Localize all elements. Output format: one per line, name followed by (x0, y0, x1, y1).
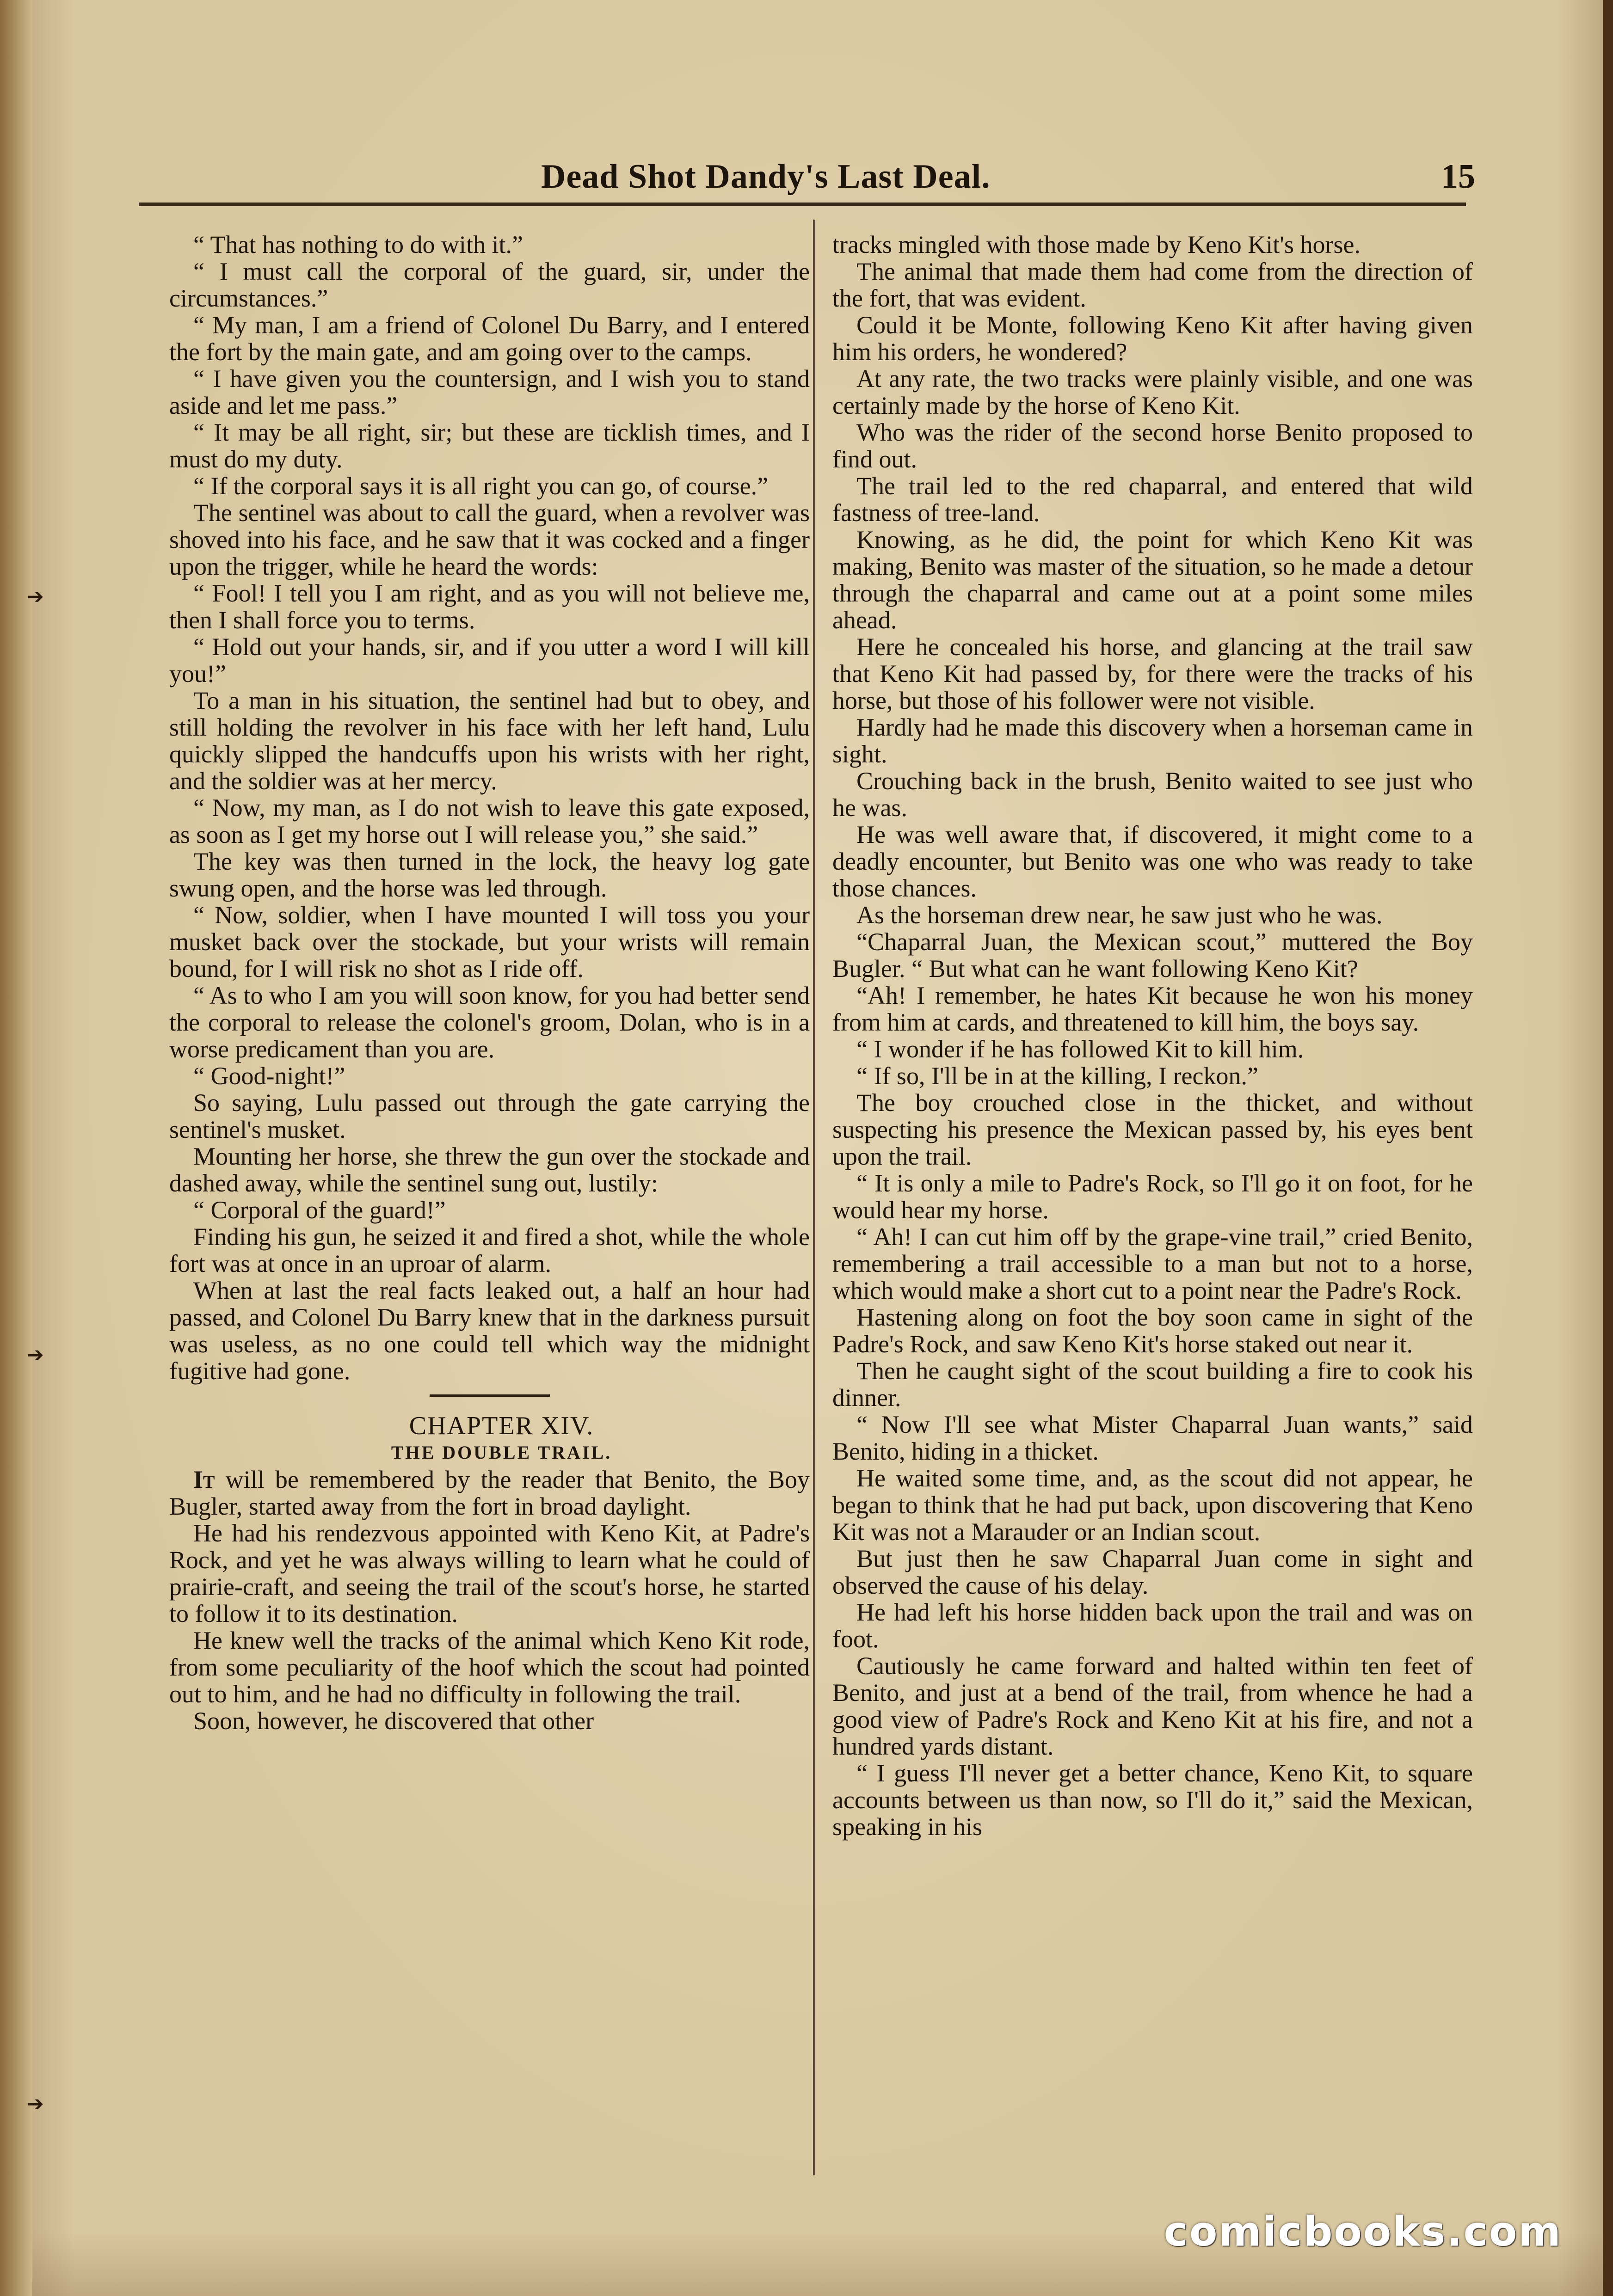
paragraph: Then he caught sight of the scout building a fire to cook his dinner. (832, 1357, 1473, 1412)
paragraph: The sentinel was about to call the guard, when a revolver was shoved into his face, and he saw that it was cocked and a finger upon the trigger, while he heard the words: (169, 499, 810, 580)
paragraph: Mounting her horse, she threw the gun over the stockade and dashed away, while the sentinel sung out, lustily: (169, 1142, 810, 1197)
paragraph: “ It is only a mile to Padre's Rock, so I'll go it on foot, for he would hear my horse. (832, 1169, 1473, 1224)
paragraph: “ Fool! I tell you I am right, and as you will not believe me, then I shall force you to terms. (169, 579, 810, 634)
paragraph: At any rate, the two tracks were plainly visible, and one was certainly made by the horse of Keno Kit. (832, 365, 1473, 419)
paragraph: The animal that made them had come from the direction of the fort, that was evident. (832, 258, 1473, 312)
paragraph: “ I guess I'll never get a better chance, Keno Kit, to square accounts between us than now, so I'll do it,” said the Mexican, speaking in his (832, 1759, 1473, 1841)
page-binding (0, 0, 32, 2296)
paragraph: Soon, however, he discovered that other (193, 1707, 594, 1735)
paragraph: “ I wonder if he has followed Kit to kill him. (856, 1035, 1304, 1063)
paragraph: Here he concealed his horse, and glancing at the trail saw that Keno Kit had passed by, for there were the tracks of his horse, but those of his follower were not visible. (832, 633, 1473, 714)
paragraph: As the horseman drew near, he saw just who he was. (856, 901, 1383, 929)
paragraph: He knew well the tracks of the animal which Keno Kit rode, from some peculiarity of the hoof which the scout had pointed out to him, and he had no difficulty in following the trail. (169, 1627, 810, 1708)
paragraph: “ That has nothing to do with it.” (193, 231, 523, 258)
paragraph: “ If the corporal says it is all right you can go, of course.” (193, 472, 769, 500)
paragraph: He waited some time, and, as the scout did not appear, he began to think that he had put back, upon discovering that Keno Kit was not a Marauder or an Indian scout. (832, 1464, 1473, 1546)
paragraph: Crouching back in the brush, Benito waited to see just who he was. (832, 767, 1473, 822)
paragraph: “ Corporal of the guard!” (193, 1196, 446, 1224)
page-number: 15 (1441, 158, 1475, 196)
paragraph: He had his rendezvous appointed with Keno Kit, at Padre's Rock, and yet he was always willing to learn what he could of prairie-craft, and seeing the trail of the scout's horse, he started to follow it to its destination. (169, 1519, 810, 1627)
paragraph: “ Now I'll see what Mister Chaparral Juan wants,” said Benito, hiding in a thicket. (832, 1411, 1473, 1465)
chapter-subtitle: THE DOUBLE TRAIL. (391, 1442, 612, 1463)
paragraph: “ Good-night!” (193, 1062, 345, 1090)
binding-stitch-icon: ➔ (27, 585, 44, 608)
paragraph: “Chaparral Juan, the Mexican scout,” muttered the Boy Bugler. “ But what can he want following Keno Kit? (832, 928, 1473, 982)
paragraph: So saying, Lulu passed out through the gate carrying the sentinel's musket. (169, 1089, 810, 1143)
paragraph: “ I have given you the countersign, and I wish you to stand aside and let me pass.” (169, 365, 810, 419)
page-edge (1603, 0, 1613, 2296)
paragraph: “ Ah! I can cut him off by the grape-vine trail,” cried Benito, remembering a trail accessible to a man but not to a horse, which would make a short cut to a point near the Padre's Rock. (832, 1223, 1473, 1304)
site-watermark: comicbooks.com (1164, 2208, 1562, 2255)
chapter-first-paragraph-text: will be remembered by the reader that Benito, the Boy Bugler, started away from the fort in broad daylight. (169, 1466, 810, 1520)
chapter-first-word: It (193, 1466, 215, 1493)
paragraph: The trail led to the red chaparral, and entered that wild fastness of tree-land. (832, 472, 1473, 527)
paragraph: “ If so, I'll be in at the killing, I reckon.” (856, 1062, 1258, 1090)
paragraph: Cautiously he came forward and halted within ten feet of Benito, and just at a bend of the trail, from whence he had a good view of Padre's Rock and Keno Kit at his fire, and not a hundred yards distant. (832, 1652, 1473, 1760)
paragraph: Who was the rider of the second horse Benito proposed to find out. (832, 418, 1473, 473)
paragraph: “ Now, my man, as I do not wish to leave this gate exposed, as soon as I get my horse out I will release you,” she said.” (169, 794, 810, 848)
paragraph: The key was then turned in the lock, the heavy log gate swung open, and the horse was led through. (169, 847, 810, 902)
section-divider (430, 1394, 550, 1397)
paragraph: “ I must call the corporal of the guard, sir, under the circumstances.” (169, 258, 810, 312)
paragraph: “ Hold out your hands, sir, and if you utter a word I will kill you!” (169, 633, 810, 688)
paragraph: He had left his horse hidden back upon the trail and was on foot. (832, 1598, 1473, 1653)
paragraph: To a man in his situation, the sentinel had but to obey, and still holding the revolver in his face with her left hand, Lulu quickly slipped the handcuffs upon his wrists with her right, and the soldier was at her mercy. (169, 687, 810, 795)
paragraph: “ Now, soldier, when I have mounted I will toss you your musket back over the stockade, but your wrists will remain bound, for I will risk no shot as I ride off. (169, 901, 810, 982)
paragraph: “Ah! I remember, he hates Kit because he won his money from him at cards, and threatened to kill him, the boys say. (832, 982, 1473, 1036)
running-title: Dead Shot Dandy's Last Deal. (541, 158, 991, 196)
paragraph-continuation: tracks mingled with those made by Keno Kit's horse. (832, 231, 1361, 258)
paragraph: Hardly had he made this discovery when a horseman came in sight. (832, 713, 1473, 768)
binding-stitch-icon: ➔ (27, 1343, 44, 1367)
paragraph: “ My man, I am a friend of Colonel Du Barry, and I entered the fort by the main gate, and am going over to the camps. (169, 311, 810, 366)
chapter-title: CHAPTER XIV. (409, 1412, 594, 1440)
right-column (832, 231, 1473, 1840)
paragraph: Knowing, as he did, the point for which Keno Kit was making, Benito was master of the situation, so he made a detour through the chaparral and came out at a point some miles ahead. (832, 526, 1473, 634)
column-divider (813, 220, 815, 2175)
paragraph: “ It may be all right, sir; but these are ticklish times, and I must do my duty. (169, 418, 810, 473)
binding-stitch-icon: ➔ (27, 2092, 44, 2116)
paragraph: The boy crouched close in the thicket, and without suspecting his presence the Mexican passed by, his eyes bent upon the trail. (832, 1089, 1473, 1170)
paragraph: “ As to who I am you will soon know, for you had better send the corporal to release the colonel's groom, Dolan, who is in a worse predicament than you are. (169, 982, 810, 1063)
header-rule (139, 203, 1466, 206)
paragraph: But just then he saw Chaparral Juan come in sight and observed the cause of his delay. (832, 1545, 1473, 1599)
paragraph: Finding his gun, he seized it and fired a shot, while the whole fort was at once in an uproar of alarm. (169, 1223, 810, 1277)
paragraph: Hastening along on foot the boy soon came in sight of the Padre's Rock, and saw Keno Kit's horse staked out near it. (832, 1303, 1473, 1358)
paragraph: When at last the real facts leaked out, a half an hour had passed, and Colonel Du Barry knew that in the darkness pursuit was useless, as no one could tell which way the midnight fugitive had gone. (169, 1277, 810, 1385)
left-column (169, 231, 810, 1734)
paragraph: He was well aware that, if discovered, it might come to a deadly encounter, but Benito was one who was ready to take those chances. (832, 821, 1473, 902)
chapter-first-paragraph (169, 1466, 810, 1520)
paragraph: Could it be Monte, following Keno Kit after having given him his orders, he wondered? (832, 311, 1473, 366)
